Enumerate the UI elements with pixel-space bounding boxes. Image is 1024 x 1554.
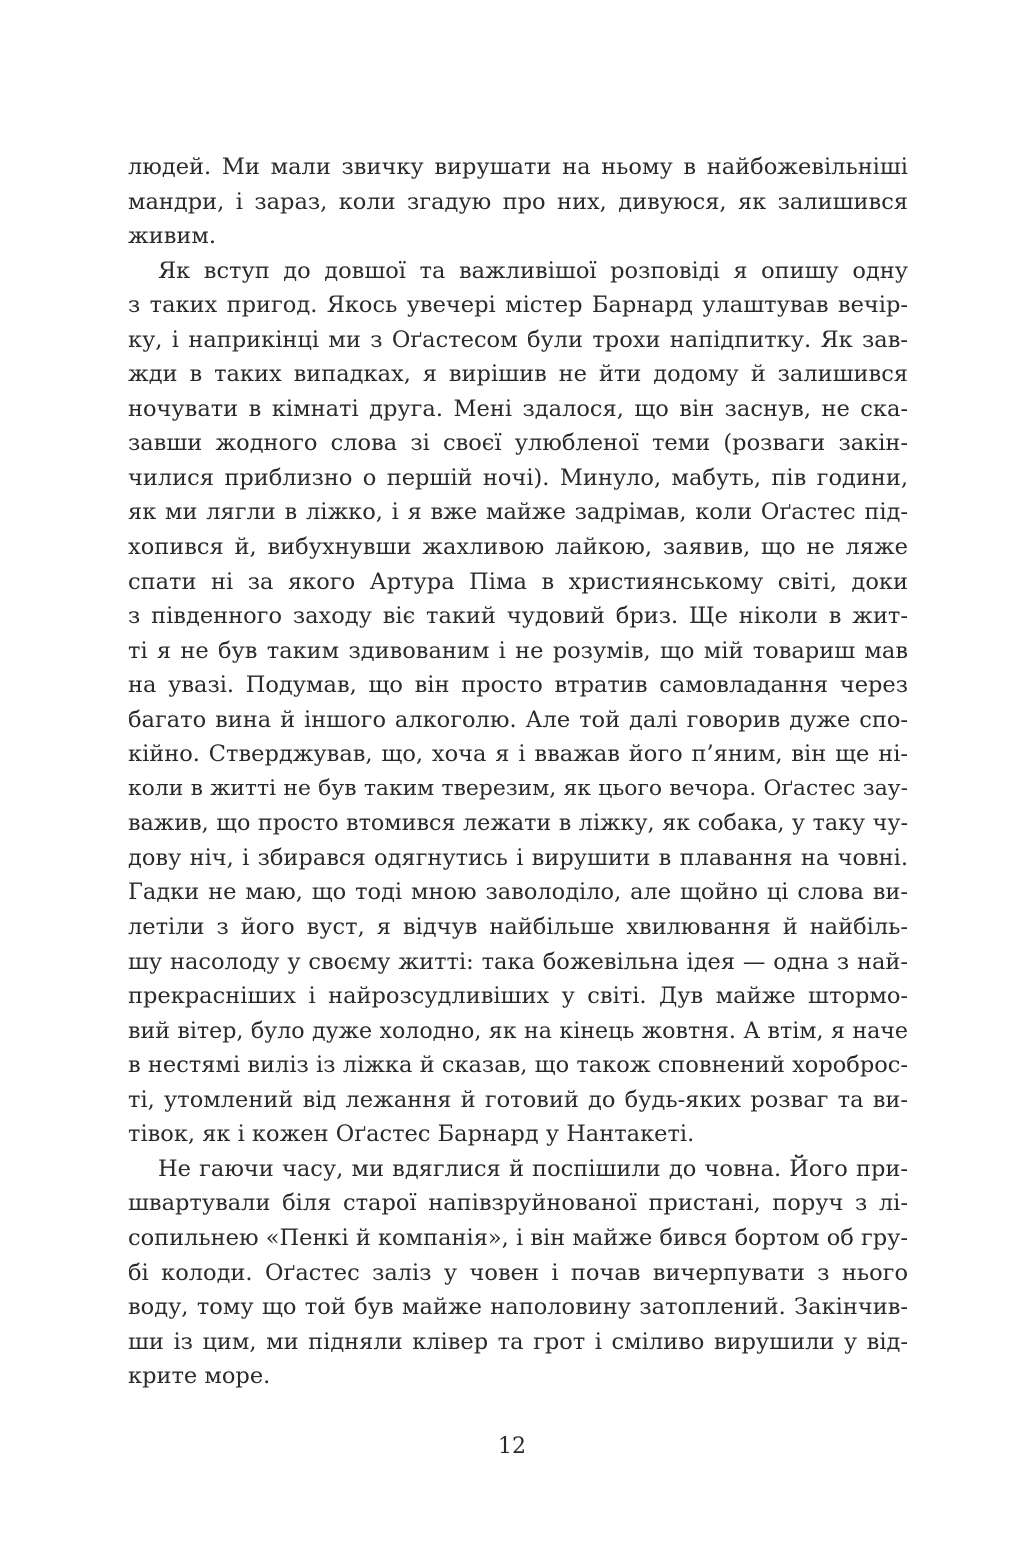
text-line: з південного заходу віє такий чудовий бриз. Ще ніколи в жит- [128,603,908,630]
text-line: хопився й, вибухнувши жахливою лайкою, заявив, що не ляже [128,534,908,561]
text-line: бі колоди. Оґастес заліз у човен і почав вичерпувати з нього [128,1259,908,1286]
text-line: живим. [128,223,217,250]
text-line: вий вітер, було дуже холодно, як на кінець жовтня. А втім, я наче [128,1017,908,1044]
text-line: крите море. [128,1363,271,1390]
text-line: Гадки не маю, що тоді мною заволоділо, але щойно ці слова ви- [128,879,908,906]
text-line: тівок, як і кожен Оґастес Барнард у Нантакеті. [128,1121,695,1148]
text-line: воду, тому що той був майже наполовину затоплений. Закінчив- [128,1294,908,1321]
text-line: в нестямі виліз із ліжка й сказав, що також сповнений хороброс- [128,1052,908,1079]
text-line: мандри, і зараз, коли згадую про них, дивуюся, як залишився [128,188,908,215]
page-number: 12 [498,1434,526,1459]
text-line: ши із цим, ми підняли клівер та грот і сміливо вирушили у від- [128,1328,908,1355]
text-line: ночувати в кімнаті друга. Мені здалося, що він заснув, не ска- [128,395,908,422]
text-line: Не гаючи часу, ми вдяглися й поспішили до човна. Його при- [158,1155,908,1182]
text-line: швартували біля старої напівзруйнованої пристані, поруч з лі- [128,1190,908,1217]
text-line: летіли з його вуст, я відчув найбільше хвилювання й найбіль- [128,914,908,941]
text-line: як ми лягли в ліжко, і я вже майже задрімав, коли Оґастес під- [128,499,908,526]
text-line: спати ні за якого Артура Піма в християнському світі, доки [128,568,908,595]
text-line: важив, що просто втомився лежати в ліжку, як собака, у таку чу- [128,810,908,837]
text-line: з таких пригод. Якось увечері містер Барнард улаштував вечір- [128,292,908,319]
body-text [128,150,908,1394]
text-line: чилися приблизно о першій ночі). Минуло, мабуть, пів години, [128,464,908,491]
text-line: шу насолоду у своєму житті: така божевільна ідея — одна з най- [128,948,908,975]
text-line: сопильнею «Пенкі й компанія», і він майже бився бортом об гру- [128,1224,908,1251]
text-line: на увазі. Подумав, що він просто втратив самовладання через [128,672,908,699]
text-line: ті я не був таким здивованим і не розумів, що мій товариш мав [128,637,908,664]
text-line: ку, і наприкінці ми з Оґастесом були трохи напідпитку. Як зав- [128,326,908,353]
text-line: прекрасніших і найрозсудливіших у світі. Дув майже штормо- [128,983,908,1010]
text-line: багато вина й іншого алкоголю. Але той далі говорив дуже спо- [128,706,908,733]
text-line: Як вступ до довшої та важливішої розповіді я опишу одну [158,257,908,284]
paragraph-1 [128,150,908,254]
text-line: завши жодного слова зі своєї улюбленої теми (розваги закін- [128,430,908,457]
text-line: коли в житті не був таким тверезим, як цього вечора. Оґастес зау- [128,775,908,801]
text-line: кійно. Стверджував, що, хоча я і вважав його п’яним, він ще ні- [128,741,908,768]
paragraph-3 [128,1152,908,1394]
text-line: жди в таких випадках, я вирішив не йти додому й залишився [128,361,908,388]
text-line: людей. Ми мали звичку вирушати на ньому в найбожевільніші [128,154,908,180]
paragraph-2 [128,254,908,1152]
text-line: дову ніч, і збирався одягнутись і вирушити в плавання на човні. [128,844,908,871]
text-line: ті, утомлений від лежання й готовий до будь-яких розваг та ви- [128,1086,908,1113]
